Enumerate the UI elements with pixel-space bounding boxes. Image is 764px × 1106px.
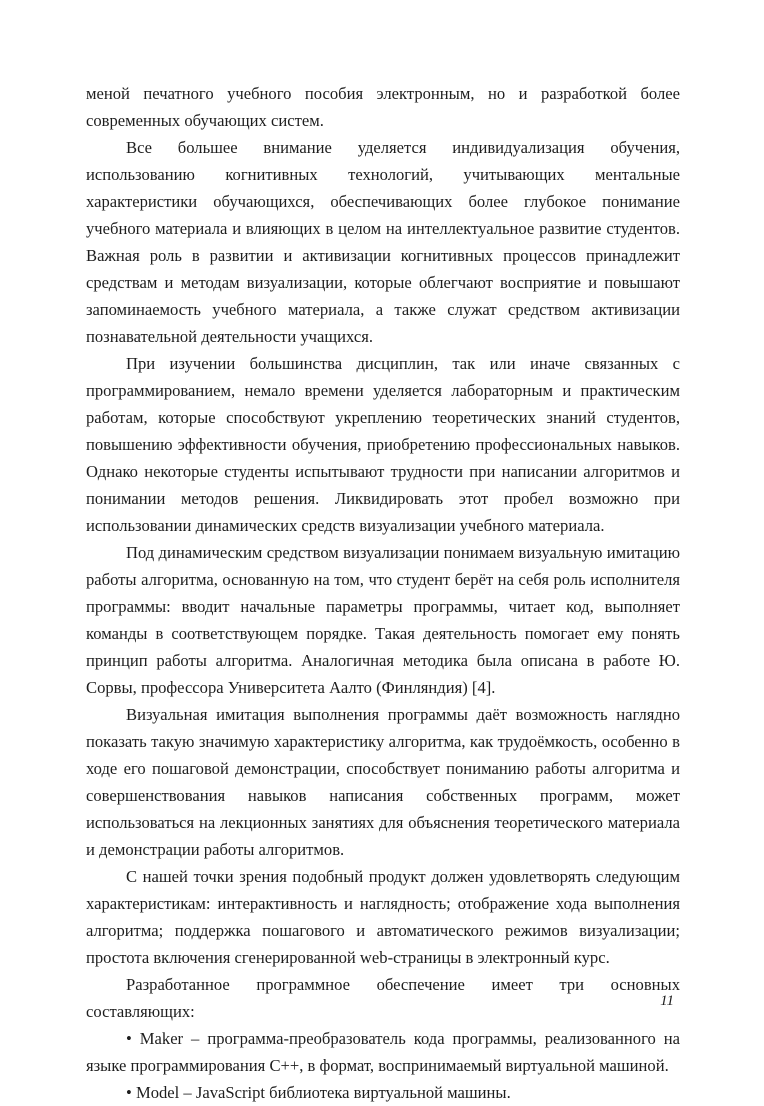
paragraph-software-components: Разработанное программное обеспечение имеет три основных составляющих: <box>86 975 680 1021</box>
paragraph-characteristics: С нашей точки зрения подобный продукт должен удовлетворять следующим характеристикам: интерактивность и наглядность; отображение хода выполнения алгоритма; поддержка пошагового и автоматического режимов визуализации; простота включения сгенерированной web-страницы в электронный курс. <box>86 867 680 967</box>
paragraph-continuation: меной печатного учебного пособия электронным, но и разработкой более современных обучающих систем. <box>86 84 680 130</box>
list-item-maker: • Maker – программа-преобразователь кода программы, реализованного на языке программирования C++, в формат, воспринимаемый виртуальной машиной. <box>86 1029 680 1075</box>
paragraph-dynamic-visualization: Под динамическим средством визуализации понимаем визуальную имитацию работы алгоритма, основанную на том, что студент берёт на себя роль исполнителя программы: вводит начальные параметры программы, читает код, выполняет команды в соответствующем порядке. Такая деятельность помогает ему понять принцип работы алгоритма. Аналогичная методика была описана в работе Ю. Сорвы, профессора Университета Аалто (Финляндия) [4]. <box>86 543 680 697</box>
page-number: 11 <box>660 993 674 1009</box>
paragraph-disciplines: При изучении большинства дисциплин, так или иначе связанных с программированием, немало времени уделяется лабораторным и практическим работам, которые способствуют укреплению теоретических знаний студентов, повышению эффективности обучения, приобретению профессиональных навыков. Однако некоторые студенты испытывают трудности при написании алгоритмов и понимании методов решения. Ликвидировать этот пробел возможно при использовании динамических средств визуализации учебного материала. <box>86 354 680 535</box>
list-item-model: • Model – JavaScript библиотека виртуальной машины. <box>126 1083 511 1102</box>
paragraph-individualization: Все большее внимание уделяется индивидуализация обучения, использованию когнитивных технологий, учитывающих ментальные характеристики обучающихся, обеспечивающих более глубокое понимание учебного материала и влияющих в целом на интеллектуальное развитие студентов. Важная роль в развитии и активизации когнитивных процессов принадлежит средствам и методам визуализации, которые облегчают восприятие и повышают запоминаемость учебного материала, а также служат средством активизации познавательной деятельности учащихся. <box>86 138 680 346</box>
paragraph-visual-imitation: Визуальная имитация выполнения программы даёт возможность наглядно показать такую значимую характеристику алгоритма, как трудоёмкость, особенно в ходе его пошаговой демонстрации, способствует пониманию работы алгоритма и совершенствования навыков написания собственных программ, может использоваться на лекционных занятиях для объяснения теоретического материала и демонстрации работы алгоритмов. <box>86 705 680 859</box>
body-text <box>86 80 680 1106</box>
